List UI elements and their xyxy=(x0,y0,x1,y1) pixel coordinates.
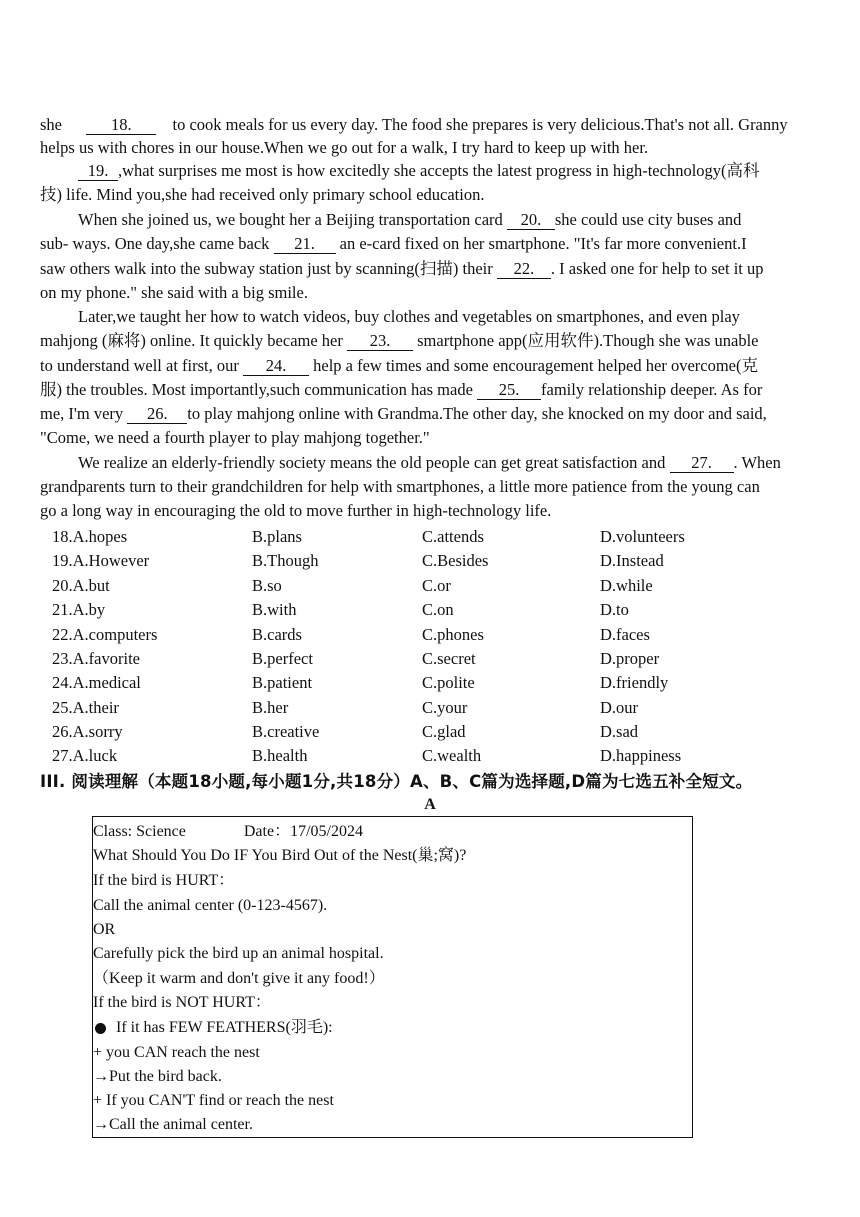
class-label: Class: Science xyxy=(93,823,186,840)
option-a: 18.A.hopes xyxy=(52,527,128,546)
passage-text: me, I'm very xyxy=(40,404,124,423)
passage-line-2: helps us with chores in our house.When we go out for a walk, I try hard to keep up with her. xyxy=(40,138,649,157)
passage-text: We realize an elderly-friendly society means the old people can get great satisfaction and xyxy=(78,453,666,472)
options-row-18 xyxy=(52,526,852,548)
notice-title: What Should You Do IF You Bird Out of the Nest(巢;窝)? xyxy=(93,847,467,864)
put-back-line: →Put the bird back. xyxy=(93,1068,222,1085)
option-c: C.phones xyxy=(422,625,484,644)
option-a: 23.A.favorite xyxy=(52,649,140,668)
date-label: Date：17/05/2024 xyxy=(243,823,363,840)
call-line: Call the animal center (0-123-4567). xyxy=(93,897,328,914)
passage-text: she could use city buses and xyxy=(554,210,742,229)
option-a: 21.A.by xyxy=(52,600,106,619)
hurt-heading: If the bird is HURT： xyxy=(93,872,235,889)
pick-line: Carefully pick the bird up an animal hospital. xyxy=(93,945,384,962)
options-row-19 xyxy=(52,550,852,572)
option-b: B.plans xyxy=(252,527,302,546)
not-hurt-heading: If the bird is NOT HURT： xyxy=(93,994,271,1011)
option-b: B.her xyxy=(252,698,289,717)
option-d: D.sad xyxy=(600,722,639,741)
option-c: C.on xyxy=(422,600,454,619)
option-d: D.happiness xyxy=(600,746,682,765)
passage-label: A xyxy=(424,796,436,813)
option-d: D.to xyxy=(600,600,629,619)
call-center-line: →Call the animal center. xyxy=(93,1116,253,1133)
option-b: B.so xyxy=(252,576,282,595)
passage-text: to understand well at first, our xyxy=(40,356,239,375)
option-c: C.Besides xyxy=(422,551,489,570)
passage-line-12 xyxy=(40,379,845,401)
passage-line-17: go a long way in encouraging the old to move further in high-technology life. xyxy=(40,501,552,520)
keep-line: （Keep it warm and don't give it any food!） xyxy=(93,970,385,987)
passage-line-10 xyxy=(40,330,845,352)
option-c: C.polite xyxy=(422,673,475,692)
passage-text: help a few times and some encouragement helped her overcome(克 xyxy=(313,356,758,375)
option-b: B.patient xyxy=(252,673,313,692)
options-row-24 xyxy=(52,672,852,694)
option-b: B.perfect xyxy=(252,649,313,668)
option-d: D.Instead xyxy=(600,551,664,570)
notice-box xyxy=(92,816,693,1138)
option-b: B.cards xyxy=(252,625,302,644)
options-row-21 xyxy=(52,599,852,621)
options-row-20 xyxy=(52,575,852,597)
bullet-icon xyxy=(95,1023,106,1034)
option-c: C.or xyxy=(422,576,451,595)
passage-line-7 xyxy=(40,258,845,280)
passage-line-8: on my phone." she said with a big smile. xyxy=(40,283,308,302)
passage-text: to play mahjong online with Grandma.The other day, she knocked on my door and said, xyxy=(187,404,767,423)
option-b: B.creative xyxy=(252,722,320,741)
passage-text: saw others walk into the subway station just by scanning(扫描) their xyxy=(40,259,493,278)
option-d: D.volunteers xyxy=(600,527,685,546)
option-a: 27.A.luck xyxy=(52,746,118,765)
can-reach-line: + you CAN reach the nest xyxy=(93,1044,260,1061)
passage-line-4: 技) life. Mind you,she had received only primary school education. xyxy=(40,185,485,204)
option-c: C.wealth xyxy=(422,746,482,765)
passage-text: an e-card fixed on her smartphone. "It's far more convenient.I xyxy=(339,234,747,253)
option-a: 26.A.sorry xyxy=(52,722,123,741)
blank-25: 25. xyxy=(477,381,541,400)
option-a: 25.A.their xyxy=(52,698,119,717)
blank-24: 24. xyxy=(243,357,309,376)
blank-18: 18. xyxy=(86,116,156,135)
passage-text: . When xyxy=(733,453,781,472)
option-d: D.our xyxy=(600,698,639,717)
passage-line-5 xyxy=(78,209,845,231)
passage-line-15 xyxy=(78,452,845,474)
option-c: C.attends xyxy=(422,527,484,546)
few-feathers-text: If it has FEW FEATHERS(羽毛): xyxy=(116,1019,333,1036)
class-line xyxy=(93,821,363,843)
blank-21: 21. xyxy=(274,235,336,254)
option-b: B.health xyxy=(252,746,308,765)
passage-text: she xyxy=(40,115,62,134)
option-c: C.glad xyxy=(422,722,466,741)
passage-line-14: "Come, we need a fourth player to play mahjong together." xyxy=(40,428,430,447)
option-b: B.with xyxy=(252,600,297,619)
option-a: 19.A.However xyxy=(52,551,150,570)
passage-text: 服) the troubles. Most importantly,such communication has made xyxy=(40,380,473,399)
few-feathers-line xyxy=(93,1017,333,1039)
passage-text: ,what surprises me most is how excitedly she accepts the latest progress in high-technology(高科 xyxy=(118,161,760,180)
options-row-23 xyxy=(52,648,852,670)
option-c: C.your xyxy=(422,698,468,717)
passage-text: mahjong (麻将) online. It quickly became her xyxy=(40,331,343,350)
passage-text: When she joined us, we bought her a Beijing transportation card xyxy=(78,210,503,229)
blank-23: 23. xyxy=(347,332,413,351)
options-row-26 xyxy=(52,721,852,743)
option-d: D.while xyxy=(600,576,653,595)
passage-line-16: grandparents turn to their grandchildren for help with smartphones, a little more patience from the young can xyxy=(40,477,760,496)
option-d: D.friendly xyxy=(600,673,669,692)
passage-text: family relationship deeper. As for xyxy=(541,380,763,399)
option-d: D.proper xyxy=(600,649,660,668)
blank-22: 22. xyxy=(497,260,551,279)
passage-line-3 xyxy=(78,160,845,182)
option-a: 24.A.medical xyxy=(52,673,141,692)
passage-line-1 xyxy=(40,114,845,136)
or-line: OR xyxy=(93,921,116,938)
passage-text: sub- ways. One day,she came back xyxy=(40,234,270,253)
option-d: D.faces xyxy=(600,625,650,644)
passage-text: to cook meals for us every day. The food she prepares is very delicious.That's not all. Granny xyxy=(172,115,788,134)
passage-text: . I asked one for help to set it up xyxy=(550,259,764,278)
blank-27: 27. xyxy=(670,454,734,473)
options-row-22 xyxy=(52,624,852,646)
passage-line-6 xyxy=(40,233,845,255)
option-a: 20.A.but xyxy=(52,576,110,595)
section-heading: III. 阅读理解（本题18小题,每小题1分,共18分）A、B、C篇为选择题,D篇为七选五补全短文。 xyxy=(40,772,753,791)
options-row-25 xyxy=(52,697,852,719)
passage-line-13 xyxy=(40,403,845,425)
option-a: 22.A.computers xyxy=(52,625,158,644)
blank-19: 19. xyxy=(78,162,118,181)
passage-line-9: Later,we taught her how to watch videos, buy clothes and vegetables on smartphones, and even play xyxy=(78,307,740,326)
passage-text: smartphone app(应用软件).Though she was unable xyxy=(417,331,759,350)
option-c: C.secret xyxy=(422,649,476,668)
cant-reach-line: + If you CAN'T find or reach the nest xyxy=(93,1092,334,1109)
passage-line-11 xyxy=(40,355,845,377)
option-b: B.Though xyxy=(252,551,319,570)
options-row-27 xyxy=(52,745,852,767)
blank-26: 26. xyxy=(127,405,187,424)
blank-20: 20. xyxy=(507,211,555,230)
